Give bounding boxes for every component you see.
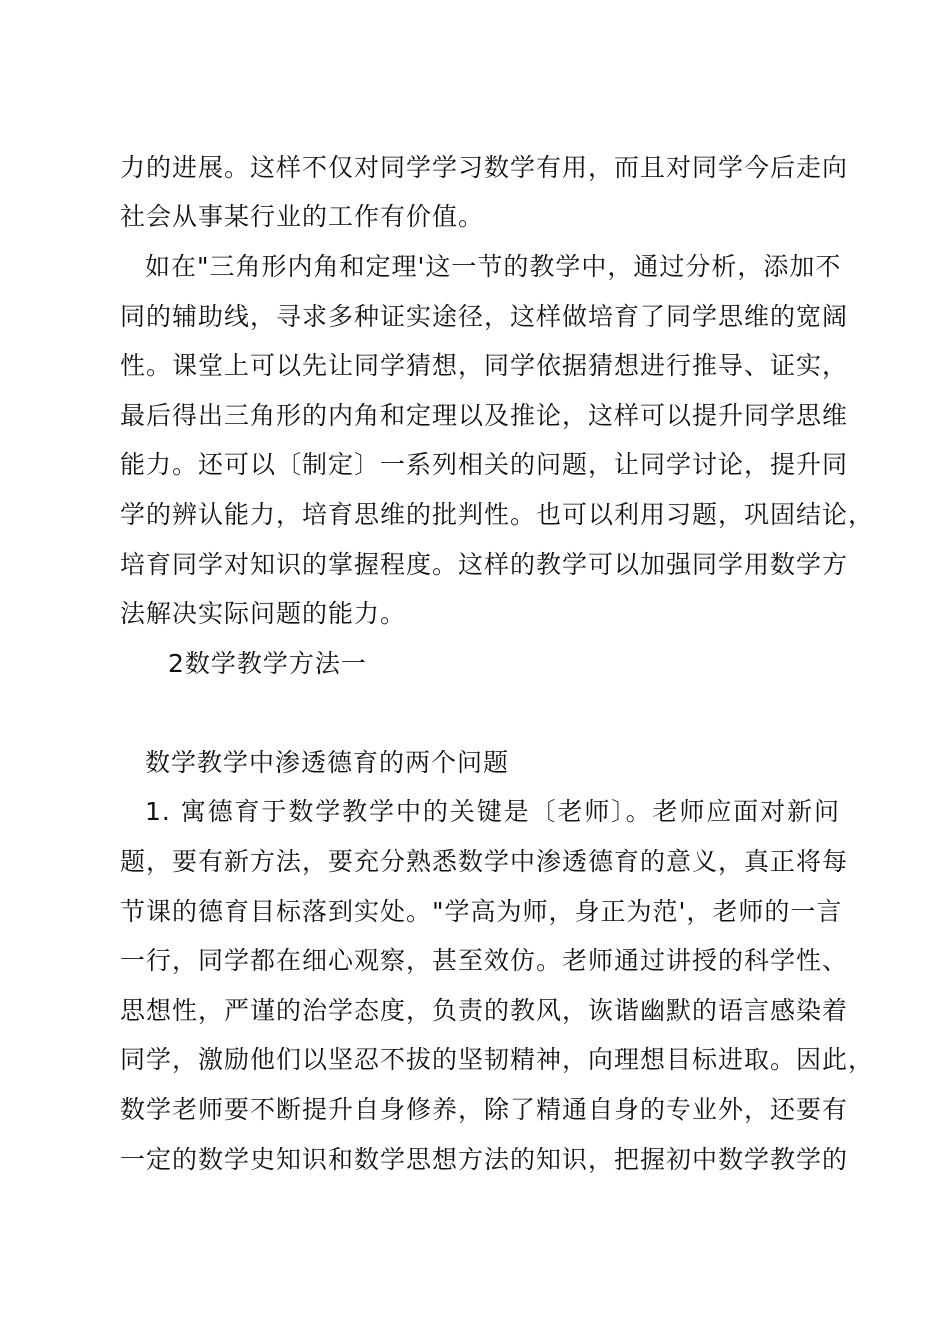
body-text-line: 题，要有新方法，要充分熟悉数学中渗透德育的意义，真正将每 — [120, 847, 849, 876]
body-text-line: 同学，激励他们以坚忍不拔的坚韧精神，向理想目标进取。因此， — [120, 1045, 875, 1074]
body-text-line: 培育同学对知识的掌握程度。这样的教学可以加强同学用数学方 — [120, 550, 849, 579]
body-text-line: 社会从事某行业的工作有价值。 — [120, 202, 485, 231]
subsection-heading: 数学教学中渗透德育的两个问题 — [145, 748, 510, 777]
section-heading: 2数学教学方法一 — [168, 649, 367, 678]
body-text-line: 同的辅助线，寻求多种证实途径，这样做培育了同学思维的宽阔 — [120, 302, 849, 331]
body-text-line: 力的进展。这样不仅对同学学习数学有用，而且对同学今后走向 — [120, 153, 849, 182]
body-text-line: 法解决实际问题的能力。 — [120, 599, 407, 628]
body-text-line: 思想性，严谨的治学态度，负责的教风，诙谐幽默的语言感染着 — [120, 996, 849, 1025]
body-text-line: 节课的德育目标落到实处。"学高为师，身正为范'，老师的一言 — [120, 897, 843, 926]
body-text-line: 学的辨认能力，培育思维的批判性。也可以利用习题，巩固结论， — [120, 500, 875, 529]
body-text-line: 一行，同学都在细心观察，甚至效仿。老师通过讲授的科学性、 — [120, 946, 849, 975]
body-text-line: 数学老师要不断提升自身修养，除了精通自身的专业外，还要有 — [120, 1095, 849, 1124]
body-text-line: 最后得出三角形的内角和定理以及推论，这样可以提升同学思维 — [120, 401, 849, 430]
body-text-line: 能力。还可以〔制定〕一系列相关的问题，让同学讨论，提升同 — [120, 450, 849, 479]
body-text-line: 如在"三角形内角和定理'这一节的教学中，通过分析，添加不 — [145, 252, 842, 281]
body-text-line: 1. 寓德育于数学教学中的关键是〔老师〕。老师应面对新问 — [145, 797, 840, 826]
body-text-line: 一定的数学史知识和数学思想方法的知识，把握初中数学教学的 — [120, 1145, 849, 1174]
body-text-line: 性。课堂上可以先让同学猜想，同学依据猜想进行推导、证实， — [120, 351, 849, 380]
